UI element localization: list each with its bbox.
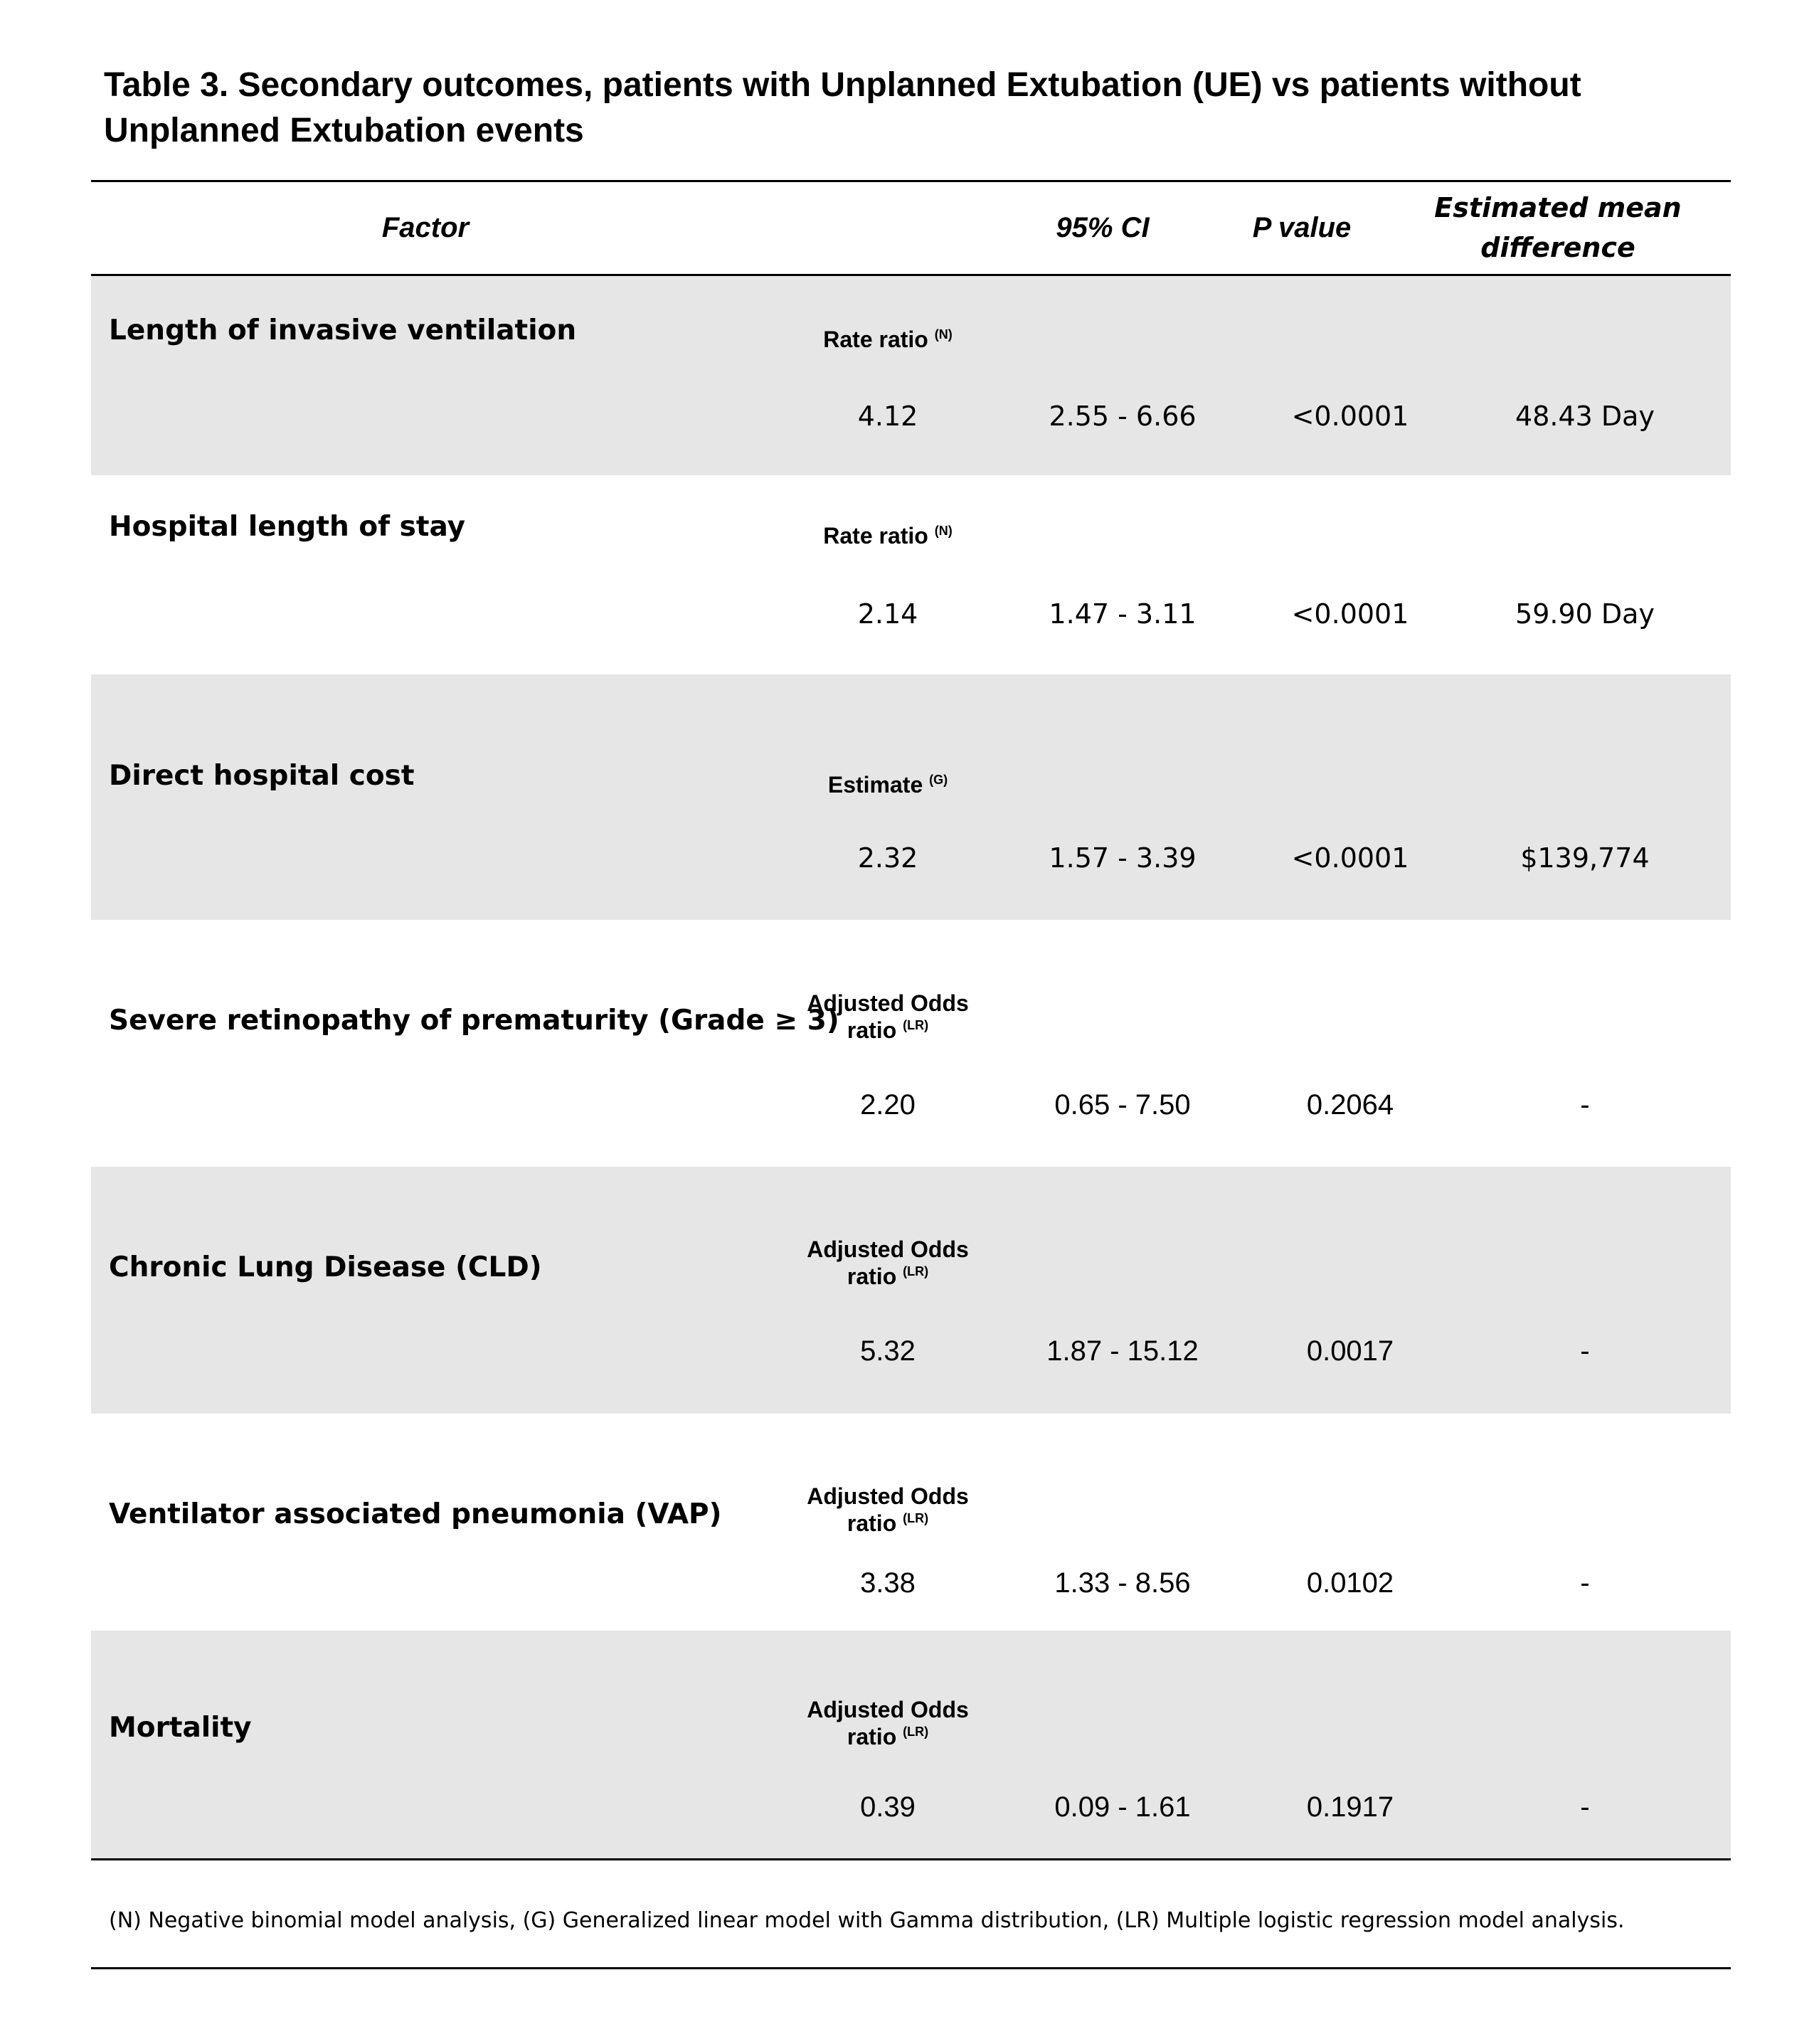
estimate-value: 3.38 — [860, 1567, 916, 1599]
factor-label: Chronic Lung Disease (CLD) — [109, 1251, 542, 1283]
mean-difference-value: 59.90 Day — [1515, 598, 1655, 630]
p-value: 0.1917 — [1306, 1791, 1394, 1823]
statistic-label: Adjusted Odds ratio $^{(LR)}$ — [807, 1697, 969, 1749]
mean-difference-value: - — [1580, 1089, 1590, 1121]
header-diff-line1: Estimated mean — [1434, 192, 1682, 223]
statistic-label: Rate ratio $^{(N)}$ — [823, 327, 953, 352]
mean-difference-value: - — [1580, 1791, 1590, 1823]
factor-label: Severe retinopathy of prematurity (Grade ≥ 3) — [109, 1005, 839, 1037]
statistic-label: Adjusted Odds ratio $^{(LR)}$ — [807, 1483, 969, 1536]
p-value: 0.0102 — [1306, 1567, 1394, 1599]
estimate-value: 2.14 — [857, 598, 918, 630]
statistic-label: Rate ratio $^{(N)}$ — [823, 523, 953, 549]
header-p: P value — [1252, 212, 1352, 243]
ci-value: 1.57 - 3.39 — [1049, 842, 1197, 874]
ci-value: 1.87 - 15.12 — [1046, 1335, 1199, 1367]
table-row — [91, 674, 1731, 920]
factor-label: Hospital length of stay — [109, 511, 466, 543]
table-footnote: (N) Negative binomial model analysis, (G) Generalized linear model with Gamma distribution, (LR) Multiple logistic regression model analysis. — [109, 1908, 1625, 1933]
statistic-label: Estimate $^{(G)}$ — [827, 772, 948, 798]
estimate-value: 2.32 — [857, 842, 918, 874]
statistic-label: Adjusted Odds ratio $^{(LR)}$ — [807, 990, 969, 1043]
estimate-value: 2.20 — [860, 1089, 916, 1121]
estimate-value: 5.32 — [860, 1335, 916, 1367]
mean-difference-value: - — [1580, 1335, 1590, 1367]
estimate-value: 0.39 — [860, 1791, 916, 1823]
ci-value: 0.65 - 7.50 — [1054, 1089, 1191, 1121]
table-row — [91, 276, 1731, 475]
factor-label: Ventilator associated pneumonia (VAP) — [109, 1498, 722, 1530]
p-value: 0.0017 — [1306, 1335, 1394, 1367]
p-value: <0.0001 — [1291, 598, 1409, 630]
estimate-value: 4.12 — [857, 401, 918, 432]
table-row — [91, 1167, 1731, 1414]
table-title: Table 3. Secondary outcomes, patients with Unplanned Extubation (UE) vs patients without Unplanned Extubation events — [104, 66, 1581, 149]
factor-label: Direct hospital cost — [109, 760, 415, 792]
header-ci: 95% CI — [1056, 212, 1150, 243]
table-row — [91, 1631, 1731, 1858]
ci-value: 1.47 - 3.11 — [1049, 598, 1197, 630]
p-value: <0.0001 — [1291, 401, 1409, 432]
table-row — [91, 475, 1731, 674]
mean-difference-value: 48.43 Day — [1515, 401, 1655, 432]
factor-label: Length of invasive ventilation — [109, 314, 577, 346]
ci-value: 1.33 - 8.56 — [1054, 1567, 1191, 1599]
statistic-label: Adjusted Odds ratio $^{(LR)}$ — [807, 1237, 969, 1289]
table-row — [91, 1414, 1731, 1631]
mean-difference-value: $139,774 — [1520, 842, 1650, 874]
ci-value: 0.09 - 1.61 — [1054, 1791, 1191, 1823]
ci-value: 2.55 - 6.66 — [1049, 401, 1197, 432]
table-row — [91, 920, 1731, 1167]
header-diff-line2: difference — [1480, 232, 1635, 263]
header-factor: Factor — [381, 212, 470, 243]
header-diff — [1430, 181, 1686, 274]
factor-label: Mortality — [109, 1712, 252, 1744]
p-value: <0.0001 — [1291, 842, 1409, 874]
footnote-rule — [91, 1967, 1731, 1969]
p-value: 0.2064 — [1306, 1089, 1394, 1121]
bottom-rule — [91, 1858, 1731, 1860]
mean-difference-value: - — [1580, 1567, 1590, 1599]
